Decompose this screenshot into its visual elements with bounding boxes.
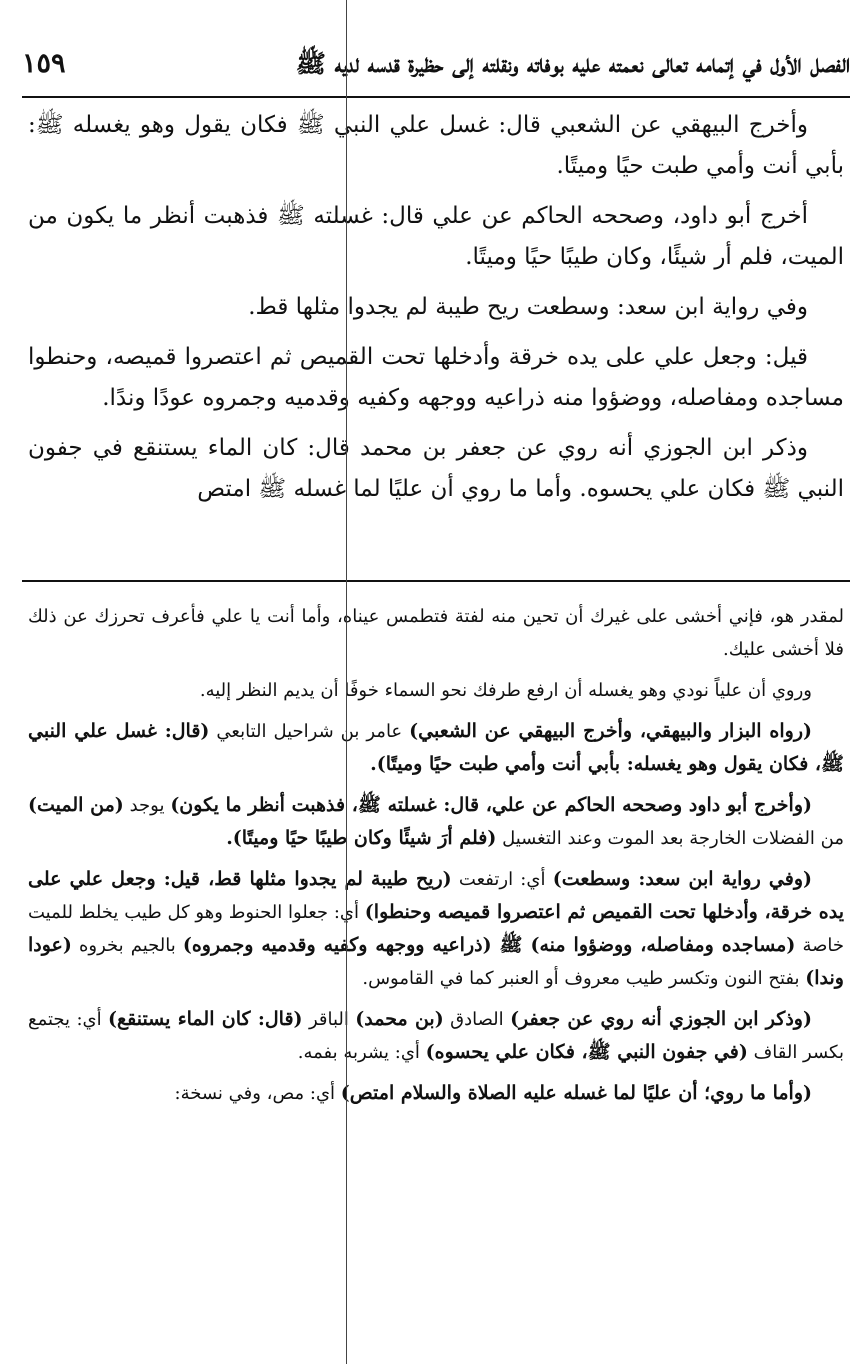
sharh-text: أي: مص، وفي نسخة: — [174, 1083, 341, 1104]
sharh-text: أي: ارتفعت — [451, 869, 553, 890]
main-paragraph: قيل: وجعل علي على يده خرقة وأدخلها تحت القميص ثم اعتصروا قميصه، وحنطوا مساجده ومفاصله، ووضؤوا منه ذراعيه ووجهه وكفيه وقدميه وجمروه عودًا وندًا. — [28, 344, 844, 411]
sharh-text: عامر بن شراحيل التابعي — [209, 721, 410, 742]
chapter-title: الفصل الأول في إتمامه تعالى نعمته عليه بوفاته ونقلته إلى حظيرة قدسه لديه ﷺ — [295, 49, 850, 78]
commentary-paragraph — [28, 1077, 844, 1110]
sharh-text: الصادق — [443, 1009, 511, 1030]
main-paragraph: أخرج أبو داود، وصححه الحاكم عن علي قال: غسلته ﷺ فذهبت أنظر ما يكون من الميت، فلم أر شيئًا، وكان طيبًا حيًا وميتًا. — [28, 203, 844, 270]
matn-quote: (وفي رواية ابن سعد: وسطعت) — [552, 868, 812, 890]
scan-fold-line — [346, 0, 347, 1364]
matn-quote: (من الميت) — [28, 794, 124, 816]
sharh-text: أي: جعلوا الحنوط وهو كل طيب يخلط للميت خاصة — [28, 902, 844, 956]
page-number: ١٥٩ — [22, 48, 66, 79]
commentary-paragraph: وروي أن علياً نودي وهو يغسله أن ارفع طرفك نحو السماء خوفًا أن يديم النظر إليه. — [199, 680, 812, 701]
matn-quote: (مساجده ومفاصله، ووضؤوا منه) ﷺ (ذراعيه ووجهه وكفيه وقدميه وجمروه) — [182, 934, 796, 956]
sharh-text: يوجد — [123, 795, 171, 816]
commentary-paragraph — [28, 863, 844, 995]
matn-quote: (وأما ما روي؛ أن عليًا لما غسله عليه الصلاة والسلام امتص) — [340, 1082, 812, 1104]
matn-quote: (رواه البزار والبيهقي، وأخرج البيهقي عن الشعبي) — [409, 720, 813, 742]
sharh-text: الباقر — [302, 1009, 356, 1030]
matn-quote: (قال: كان الماء يستنقع) — [108, 1008, 303, 1030]
commentary — [28, 600, 844, 1118]
matn-quote: (في جفون النبي ﷺ، فكان علي يحسوه) — [425, 1041, 748, 1063]
matn-quote: (ريح طيبة لم يجدوا مثلها قط، قيل: وجعل علي على يده خرقة، وأدخلها تحت القميص ثم اعتصروا قميصه وحنطوا) — [28, 868, 844, 923]
commentary-paragraph — [28, 1003, 844, 1069]
matn-quote: (قال: غسل علي النبي ﷺ، فكان يقول وهو يغسله: بأبي أنت وأمي طبت حيًا وميتًا). — [28, 720, 844, 775]
sharh-text: أي: يجتمع بكسر القاف — [28, 1009, 844, 1063]
matn-quote: (عودا وندا) — [28, 934, 844, 989]
commentary-paragraph — [28, 715, 844, 781]
sharh-text: بالجيم بخروه — [71, 935, 183, 956]
matn-quote: (وذكر ابن الجوزي أنه روي عن جعفر) — [510, 1008, 812, 1030]
sharh-text: بفتح النون وتكسر طيب معروف أو العنبر كما في القاموس. — [362, 968, 806, 989]
commentary-paragraph: لمقدر هو، فإني أخشى على غيرك أن تحين منه لفتة فتطمس عيناه، وأما أنت يا علي فأعرف تحرزك عن ذلك فلا أخشى عليك. — [28, 606, 844, 660]
main-paragraph: وأخرج البيهقي عن الشعبي قال: غسل علي النبي ﷺ فكان يقول وهو يغسله ﷺ: بأبي أنت وأمي طبت حيًا وميتًا. — [28, 112, 844, 179]
commentary-paragraph — [28, 789, 844, 855]
matn-quote: (فلم أرَ شيئًا وكان طيبًا حيًا وميتًا). — [226, 827, 497, 849]
running-header — [22, 48, 850, 85]
matn-quote: (بن محمد) — [355, 1008, 444, 1030]
main-paragraph: وذكر ابن الجوزي أنه روي عن جعفر بن محمد قال: كان الماء يستنقع في جفون النبي ﷺ فكان علي يحسوه. وأما ما روي أن عليًا لما غسله ﷺ امتص — [28, 435, 844, 502]
header-rule — [22, 96, 850, 98]
matn-quote: (وأخرج أبو داود وصححه الحاكم عن علي، قال: غسلته ﷺ، فذهبت أنظر ما يكون) — [170, 794, 812, 816]
main-paragraph: وفي رواية ابن سعد: وسطعت ريح طيبة لم يجدوا مثلها قط. — [248, 294, 808, 320]
sharh-text: أي: يشربه بفمه. — [297, 1042, 426, 1063]
main-text — [28, 105, 844, 519]
sharh-text: من الفضلات الخارجة بعد الموت وعند التغسيل — [496, 828, 844, 849]
commentary-divider — [22, 580, 850, 582]
